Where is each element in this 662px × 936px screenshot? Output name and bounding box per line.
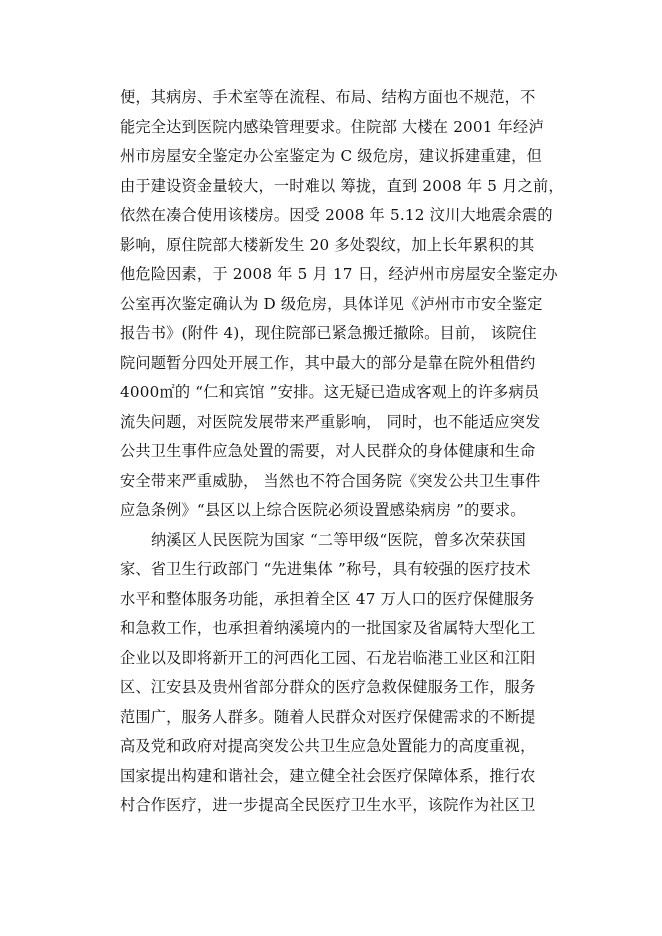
text-line: 家、省卫生行政部门 “先进集体 ”称号，具有较强的医疗技术	[120, 560, 531, 578]
text-line: 由于建设资金量较大，一时难以 筹拢，直到 2008 年 5 月之前，	[120, 176, 564, 195]
text-line: 他危险因素，于 2008 年 5 月 17 日，经泸州市房屋安全鉴定办	[120, 265, 558, 283]
text-line: 能完全达到医院内感染管理要求。住院部 大楼在 2001 年经泸	[120, 117, 544, 136]
text-line: 院问题暂分四处开展工作，其中最大的部分是靠在院外租借约	[120, 353, 536, 372]
text-line: 流失问题，对医院发展带来严重影响， 同时，也不能适应突发	[120, 412, 541, 431]
text-line: 高及党和政府对提高突发公共卫生应急处置能力的高度重视，	[120, 737, 536, 755]
text-line: 范围广，服务人群多。随着人民群众对医疗保健需求的不断提	[120, 707, 536, 726]
body-text	[120, 83, 564, 821]
text-line: 安全带来严重威胁， 当然也不符合国务院《突发公共卫生事件	[120, 471, 541, 490]
text-line: 水平和整体服务功能，承担着全区 47 万人口的医疗保健服务	[120, 589, 535, 608]
text-line: 影响，原住院部大楼新发生 20 多处裂纹，加上长年累积的其	[120, 235, 535, 254]
text-line: 和急救工作，也承担着纳溪境内的一批国家及省属特大型化工	[120, 619, 536, 637]
text-line: 公共卫生事件应急处置的需要，对人民群众的身体健康和生命	[120, 442, 536, 460]
text-line: 4000㎡的 “仁和宾馆 ”安排。这无疑已造成客观上的许多病员	[120, 383, 540, 401]
text-line: 村合作医疗，进一步提高全民医疗卫生水平，该院作为社区卫	[120, 796, 536, 814]
text-line: 报告书》(附件 4)，现住院部已紧急搬迁撤除。目前， 该院住	[120, 324, 537, 342]
text-line: 便，其病房、手术室等在流程、布局、结构方面也不规范，不	[120, 88, 536, 106]
text-line: 国家提出构建和谐社会，建立健全社会医疗保障体系，推行农	[120, 766, 536, 785]
text-line: 州市房屋安全鉴定办公室鉴定为 C 级危房，建议拆建重建，但	[120, 147, 542, 165]
text-line: 公室再次鉴定确认为 D 级危房，具体详见《泸州市市安全鉴定	[120, 294, 543, 313]
text-line: 依然在凑合使用该楼房。因受 2008 年 5.12 汶川大地震余震的	[120, 206, 553, 224]
text-line: 企业以及即将新开工的河西化工园、石龙岩临港工业区和江阳	[120, 648, 536, 667]
text-line: 区、江安县及贵州省部分群众的医疗急救保健服务工作，服务	[120, 678, 536, 696]
paragraph-start-line: 纳溪区人民医院为国家 “二等甲级“医院，曾多次荣获国	[151, 530, 526, 549]
text-line: 应急条例》“县区以上综合医院必须设置感染病房 ”的要求。	[120, 501, 526, 519]
